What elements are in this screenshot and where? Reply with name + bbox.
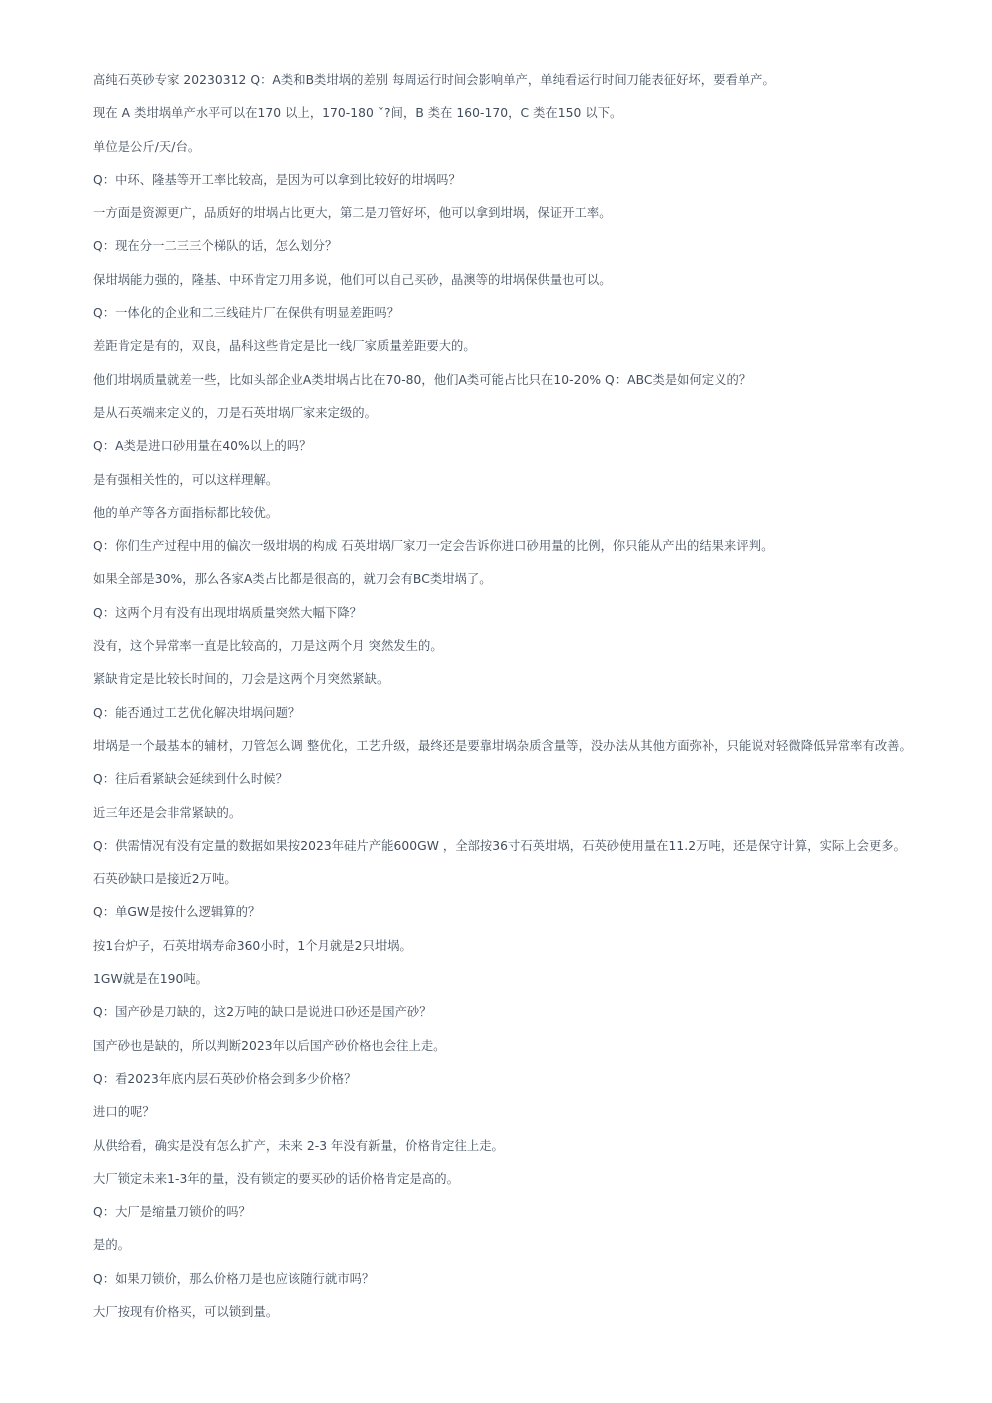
paragraph-32: 进口的呢？ xyxy=(93,1105,155,1120)
document-body xyxy=(93,69,935,1334)
paragraph-33: 从供给看，确实是没有怎么扩产，未来 2-3 年没有新量，价格肯定往上走。 xyxy=(93,1138,504,1153)
paragraph-22: Q：往后看紧缺会延续到什么时候？ xyxy=(93,772,288,787)
paragraph-2: 现在 A 类坩埚单产水平可以在170 以上，170-180 ˇ?间，B 类在 160-170，C 类在150 以下。 xyxy=(93,106,623,121)
paragraph-7: 保坩埚能力强的，隆基、中环肯定刀用多说，他们可以自己买砂，晶澳等的坩埚保供量也可以。 xyxy=(93,272,612,287)
paragraph-29: Q：国产砂是刀缺的，这2万吨的缺口是说进口砂还是国产砂？ xyxy=(93,1005,432,1020)
paragraph-20: Q：能否通过工艺优化解决坩埚问题？ xyxy=(93,705,301,720)
paragraph-24: Q：供需情况有没有定量的数据如果按2023年硅片产能600GW ，全部按36寸石英坩埚，石英砂使用量在11.2万吨，还是保守计算，实际上会更多。 xyxy=(93,838,906,853)
paragraph-28: 1GW就是在190吨。 xyxy=(93,972,209,987)
paragraph-9: 差距肯定是有的，双良，晶科这些肯定是比一线厂家质量差距要大的。 xyxy=(93,339,476,354)
paragraph-23: 近三年还是会非常紧缺的。 xyxy=(93,805,242,820)
paragraph-15: Q：你们生产过程中用的偏次一级坩埚的构成 石英坩埚厂家刀一定会告诉你进口砂用量的比例，你只能从产出的结果来评判。 xyxy=(93,539,774,554)
paragraph-37: Q：如果刀锁价，那么价格刀是也应该随行就市吗？ xyxy=(93,1271,375,1286)
paragraph-30: 国产砂也是缺的，所以判断2023年以后国产砂价格也会往上走。 xyxy=(93,1038,446,1053)
paragraph-4: Q：中环、隆基等开工率比较高，是因为可以拿到比较好的坩埚吗？ xyxy=(93,172,461,187)
paragraph-13: 是有强相关性的，可以这样理解。 xyxy=(93,472,279,487)
paragraph-1: 高纯石英砂专家 20230312 Q：A类和B类坩埚的差别 每周运行时间会影响单产，单纯看运行时间刀能表征好坏，要看单产。 xyxy=(93,73,775,87)
paragraph-26: Q：单GW是按什么逻辑算的？ xyxy=(93,905,261,920)
paragraph-25: 石英砂缺口是接近2万吨。 xyxy=(93,872,237,887)
paragraph-11: 是从石英端来定义的，刀是石英坩埚厂家来定级的。 xyxy=(93,405,377,420)
paragraph-38: 大厂按现有价格买，可以锁到量。 xyxy=(93,1304,279,1319)
paragraph-16: 如果全部是30%，那么各家A类占比都是很高的，就刀会有BC类坩埚了。 xyxy=(93,572,492,587)
paragraph-8: Q：一体化的企业和二三线硅片厂在保供有明显差距吗？ xyxy=(93,306,400,321)
paragraph-5: 一方面是资源更广，品质好的坩埚占比更大，第二是刀管好坏，他可以拿到坩埚，保证开工率。 xyxy=(93,206,612,221)
paragraph-12: Q：A类是进口砂用量在40%以上的吗？ xyxy=(93,439,312,454)
paragraph-14: 他的单产等各方面指标都比较优。 xyxy=(93,505,279,520)
paragraph-3: 单位是公斤/天/台。 xyxy=(93,139,201,154)
paragraph-35: Q：大厂是缩量刀锁价的吗？ xyxy=(93,1205,251,1220)
paragraph-19: 紧缺肯定是比较长时间的，刀会是这两个月突然紧缺。 xyxy=(93,672,390,687)
paragraph-17: Q：这两个月有没有出现坩埚质量突然大幅下降？ xyxy=(93,605,363,620)
paragraph-36: 是的。 xyxy=(93,1238,131,1253)
paragraph-10: 他们坩埚质量就差一些，比如头部企业A类坩埚占比在70-80，他们A类可能占比只在10-20% Q：ABC类是如何定义的？ xyxy=(93,372,752,387)
paragraph-34: 大厂锁定未来1-3年的量，没有锁定的要买砂的话价格肯定是高的。 xyxy=(93,1171,459,1186)
paragraph-31: Q：看2023年底内层石英砂价格会到多少价格？ xyxy=(93,1071,357,1086)
paragraph-18: 没有，这个异常率一直是比较高的，刀是这两个月 突然发生的。 xyxy=(93,639,443,654)
paragraph-6: Q：现在分一二三三个梯队的话，怎么划分？ xyxy=(93,239,338,254)
paragraph-27: 按1台炉子，石英坩埚寿命360小时，1个月就是2只坩埚。 xyxy=(93,938,412,953)
paragraph-21: 坩埚是一个最基本的辅材，刀管怎么调 整优化，工艺升级，最终还是要靠坩埚杂质含量等，没办法从其他方面弥补，只能说对轻微降低异常率有改善。 xyxy=(93,738,912,753)
